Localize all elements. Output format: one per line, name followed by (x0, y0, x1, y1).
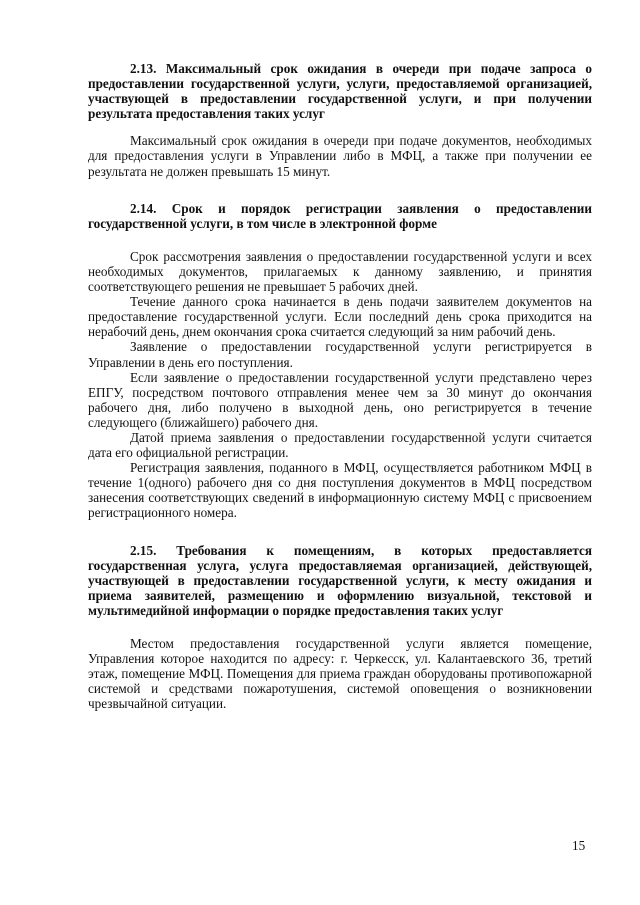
paragraph: Местом предоставления государственной услуги является помещение, Управления которое находится по адресу: г. Черкесск, ул. Калантаевского 36, третий этаж, помещение МФЦ. Помещения для приема граждан оборудованы противопожарной системой и средствами пожаротушения, системой оповещения о возникновении чрезвычайной ситуации. (88, 636, 592, 712)
page-number: 15 (572, 838, 586, 853)
paragraph: Заявление о предоставлении государственной услуги регистрируется в Управлении в день его поступления. (88, 339, 592, 370)
paragraph: Течение данного срока начинается в день подачи заявителем документов на предоставление государственной услуги. Если последний день срока приходится на нерабочий день, днем окончания срока считается следующий за ним рабочий день. (88, 294, 592, 340)
section-heading-2-13: 2.13. Максимальный срок ожидания в очереди при подаче запроса о предоставлении государственной услуги, услуги, предоставляемой организацией, участвующей в предоставлении государственной услуги, и при получении результата предоставления таких услуг (88, 61, 592, 122)
paragraph: Датой приема заявления о предоставлении государственной услуги считается дата его официальной регистрации. (88, 429, 592, 461)
paragraph: Регистрация заявления, поданного в МФЦ, осуществляется работником МФЦ в течение 1(одного) рабочего дня со дня поступления документов в МФЦ посредством занесения соответствующих сведений в информационную систему МФЦ с присвоением регистрационного номера. (88, 460, 592, 521)
paragraph: Если заявление о предоставлении государственной услуги представлено через ЕПГУ, посредством почтового отправления менее чем за 30 минут до окончания рабочего дня, либо получено в выходной день, оно регистрируется в течение следующего (ближайшего) рабочего дня. (88, 369, 592, 430)
document-body (88, 61, 592, 711)
section-heading-2-15: 2.15. Требования к помещениям, в которых предоставляется государственная услуга, услуга предоставляемая организацией, действующей, участвующей в предоставлении государственной услуги, к месту ожидания и приема заявителей, размещению и оформлению визуальной, текстовой и мультимедийной информации о порядке предоставления таких услуг (88, 542, 592, 618)
section-heading-2-14: 2.14. Срок и порядок регистрации заявления о предоставлении государственной услуги, в том числе в электронной форме (88, 200, 592, 231)
paragraph: Максимальный срок ожидания в очереди при подаче документов, необходимых для предоставления услуги в Управлении либо в МФЦ, а также при получении ее результата не должен превышать 15 минут. (88, 133, 592, 179)
paragraph: Срок рассмотрения заявления о предоставлении государственной услуги и всех необходимых документов, прилагаемых к данному заявлению, и принятия соответствующего решения не превышает 5 рабочих дней. (88, 248, 592, 295)
